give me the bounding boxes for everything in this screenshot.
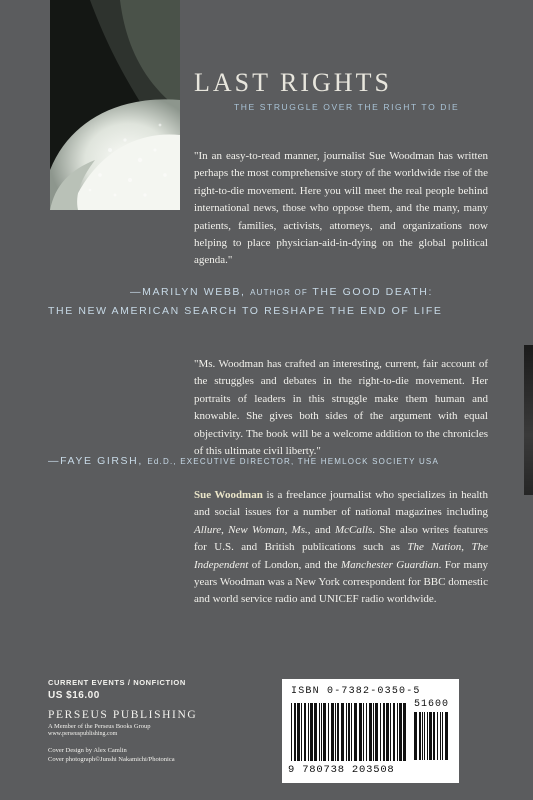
publisher-url: www.perseuspublishing.com: [48, 731, 118, 737]
barcode-bar: [399, 703, 402, 761]
barcode-bar: [386, 703, 389, 761]
barcode-bar: [403, 703, 406, 761]
endorsement-attribution-2: [48, 455, 439, 467]
barcode-box: [282, 679, 459, 783]
barcode-bar: [341, 703, 344, 761]
endorser-book-subtitle: THE NEW AMERICAN SEARCH TO RESHAPE THE END OF LIFE: [48, 305, 443, 317]
magazine-name: Ms.: [291, 523, 308, 536]
category-label: CURRENT EVENTS / NONFICTION: [48, 678, 186, 687]
barcode-bar: [380, 703, 381, 761]
barcode-bar: [359, 703, 362, 761]
price-label: US $16.00: [48, 690, 100, 701]
barcode-bar: [301, 703, 302, 761]
barcode-bar: [433, 712, 435, 760]
barcode-bar: [308, 703, 309, 761]
barcode-bar: [297, 703, 300, 761]
barcode-bar: [375, 703, 378, 761]
barcode-bar: [331, 703, 334, 761]
bio-text: ,: [284, 523, 292, 536]
bio-text: ,: [221, 523, 229, 536]
magazine-name: New Woman: [228, 523, 285, 536]
barcode-bar: [440, 712, 441, 760]
bio-text: ,: [461, 541, 472, 554]
edge-strip: [524, 345, 533, 495]
barcode-bar: [419, 712, 421, 760]
barcode-bar: [319, 703, 320, 761]
endorsement-quote-1: "In an easy-to-read manner, journalist Sue Woodman has written perhaps the most comprehensive story of the worldwide rise of the right-to-die movement. Here you will meet the real people behind international news, those who oppose them, and the many, many patients, families, activists, attorneys, and organizations now helping to place physician-aid-in-dying on the global political agenda.": [194, 150, 488, 267]
barcode-bar: [442, 712, 443, 760]
endorser-role: , EXECUTIVE DIRECTOR, THE HEMLOCK SOCIETY USA: [173, 457, 439, 466]
barcode-bar: [321, 703, 322, 761]
bio-text: . For many years Woodman was a New York correspondent for BBC domestic and world service radio and UNICEF radio worldwide.: [194, 558, 488, 606]
book-title: LAST RIGHTS: [194, 68, 392, 97]
magazine-name: McCalls: [334, 523, 373, 536]
barcode-bar: [397, 703, 398, 761]
barcode-bar: [390, 703, 391, 761]
barcode-bar: [363, 703, 364, 761]
bio-text: , and: [307, 523, 335, 536]
author-name: Sue Woodman: [194, 489, 263, 501]
endorser-role: AUTHOR OF: [250, 288, 309, 297]
isbn-text: ISBN 0-7382-0350-5: [291, 686, 421, 697]
barcode-bar: [294, 703, 296, 761]
barcode-bar: [337, 703, 339, 761]
barcode-bar: [310, 703, 313, 761]
publication-name: The Nation: [407, 541, 462, 554]
barcode-bar: [422, 712, 423, 760]
barcode-bar: [427, 712, 428, 760]
barcode-bar: [348, 703, 350, 761]
barcode-bar: [314, 703, 317, 761]
barcode-bar: [346, 703, 347, 761]
bio-text: of London, and the: [248, 558, 341, 571]
barcode-bar: [437, 712, 438, 760]
barcode-bar: [373, 703, 374, 761]
barcode-bar: [393, 703, 395, 761]
ean-text: 9 780738 203508: [288, 764, 395, 776]
barcode-bar: [429, 712, 432, 760]
barcode-bar: [383, 703, 385, 761]
price-code-text: 51600: [414, 699, 450, 710]
endorser-name: —FAYE GIRSH,: [48, 455, 148, 467]
author-bio: [194, 487, 488, 609]
flower-photo: [50, 0, 180, 210]
barcode-bar: [354, 703, 357, 761]
barcode-bar: [328, 703, 329, 761]
barcode-bar: [335, 703, 336, 761]
publication-name: Manchester Guardian: [340, 558, 439, 571]
barcode-bar: [291, 703, 292, 761]
endorser-book-title: THE GOOD DEATH:: [312, 286, 433, 298]
bio-text: . She also writes features for U.S. and British publications such as: [194, 523, 489, 554]
barcode-bar: [445, 712, 448, 760]
flower-illustration: [50, 0, 180, 210]
ean-barcode: [291, 703, 409, 761]
endorser-name: —MARILYN WEBB,: [130, 286, 246, 298]
endorsement-quote-2: "Ms. Woodman has crafted an interesting, current, fair account of the struggles and debates in the right-to-die movement. Her portraits of leaders in this struggle make them human and knowable. She gives both sides of the argument with equal objectivity. The book will be a welcome addition to the chronicles of this ultimate civil liberty.": [194, 358, 488, 458]
barcode-bar: [304, 703, 306, 761]
bio-text: is a freelance journalist who specializes in health and social issues for a number of national magazines including: [194, 489, 488, 519]
publisher-member: A Member of the Perseus Books Group: [48, 723, 151, 730]
price-barcode: [414, 712, 452, 760]
barcode-bar: [323, 703, 326, 761]
barcode-bar: [351, 703, 352, 761]
publication-name: The Independent: [194, 541, 488, 571]
book-subtitle: THE STRUGGLE OVER THE RIGHT TO DIE: [234, 102, 460, 112]
endorser-degree: Ed.D.: [147, 457, 174, 466]
barcode-bar: [369, 703, 372, 761]
barcode-bar: [414, 712, 417, 760]
publisher-name: PERSEUS PUBLISHING: [48, 709, 198, 721]
design-credit: Cover Design by Alex Camlin: [48, 747, 127, 754]
barcode-bar: [366, 703, 367, 761]
photo-credit: Cover photograph©Junshi Nakamichi/Photonica: [48, 756, 175, 763]
barcode-bar: [424, 712, 425, 760]
magazine-name: Allure: [194, 523, 222, 536]
endorsement-attribution-1: [130, 286, 433, 298]
